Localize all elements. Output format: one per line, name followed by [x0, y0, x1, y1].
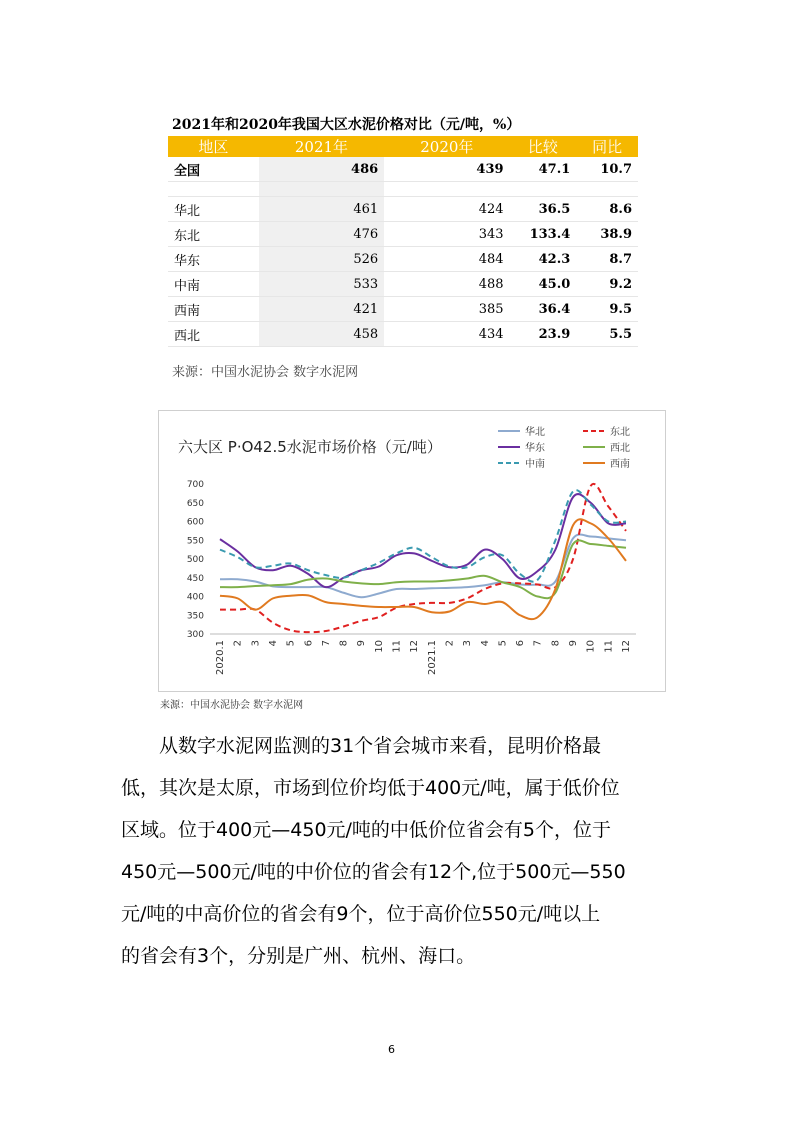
header-yoy: 同比 — [576, 136, 638, 157]
x-tick-label: 2021.1 — [426, 640, 438, 675]
cell-yoy: 8.7 — [576, 247, 638, 272]
x-tick-label: 5 — [285, 640, 297, 647]
cell-2020: 343 — [384, 222, 509, 247]
header-region: 地区 — [168, 136, 259, 157]
chart-title: 六大区 P·O42.5水泥市场价格（元/吨） — [178, 438, 442, 456]
series-line-华东 — [220, 494, 626, 587]
x-tick-label: 3 — [462, 640, 474, 647]
paragraph-line: 低，其次是太原，市场到位价均低于400元/吨，属于低价位 — [121, 777, 620, 799]
table-row — [168, 272, 638, 297]
cell-diff: 133.4 — [510, 222, 577, 247]
table-row — [168, 197, 638, 222]
table-title: 2021年和2020年我国大区水泥价格对比（元/吨，%） — [172, 117, 521, 133]
paragraph-line: 从数字水泥网监测的31个省会城市来看，昆明价格最 — [159, 735, 602, 757]
x-tick-label: 10 — [585, 640, 597, 653]
y-tick-label: 700 — [186, 480, 204, 490]
y-tick-label: 650 — [186, 498, 204, 509]
cell-2021: 461 — [259, 197, 384, 222]
cell-region: 华东 — [168, 247, 259, 272]
y-tick-label: 500 — [186, 555, 204, 565]
cell-yoy: 8.6 — [576, 197, 638, 222]
x-tick-label: 2 — [444, 640, 456, 647]
x-tick-label: 10 — [373, 640, 385, 653]
cell-region: 全国 — [168, 157, 259, 182]
x-tick-label: 4 — [479, 640, 491, 647]
table-spacer-row — [168, 182, 638, 197]
legend-label: 西南 — [610, 459, 630, 470]
y-tick-label: 350 — [186, 611, 204, 622]
cell-2021: 476 — [259, 222, 384, 247]
y-tick-label: 450 — [186, 573, 204, 584]
chart-source: 来源：中国水泥协会 数字水泥网 — [160, 700, 304, 711]
x-tick-label: 6 — [303, 640, 315, 647]
cell-2020: 484 — [384, 247, 509, 272]
cell-region: 东北 — [168, 222, 259, 247]
cell-yoy: 9.5 — [576, 297, 638, 322]
y-tick-label: 600 — [186, 517, 204, 528]
table-row — [168, 322, 638, 347]
cell-2021: 486 — [259, 157, 384, 182]
header-2021: 2021年 — [259, 136, 384, 157]
table-header-row — [168, 136, 638, 157]
header-diff: 比较 — [510, 136, 577, 157]
legend-label: 西北 — [610, 443, 630, 454]
y-tick-label: 550 — [186, 536, 204, 547]
paragraph-line: 的省会有3个，分别是广州、杭州、海口。 — [121, 945, 476, 967]
x-tick-label: 6 — [515, 640, 527, 647]
x-tick-label: 7 — [532, 640, 544, 647]
cell-2020: 439 — [384, 157, 509, 182]
cell-region: 西北 — [168, 322, 259, 347]
cell-region: 中南 — [168, 272, 259, 297]
x-tick-label: 2 — [232, 640, 244, 647]
page-number: 6 — [388, 1043, 395, 1056]
table-row — [168, 297, 638, 322]
x-tick-label: 7 — [320, 640, 332, 647]
table-source: 来源：中国水泥协会 数字水泥网 — [172, 365, 359, 380]
price-line-chart — [158, 410, 666, 692]
table-row-national — [168, 157, 638, 182]
cell-yoy: 38.9 — [576, 222, 638, 247]
cell-region: 西南 — [168, 297, 259, 322]
x-tick-label: 8 — [338, 640, 350, 647]
x-tick-label: 12 — [621, 640, 632, 653]
legend-label: 中南 — [525, 459, 545, 470]
cell-yoy: 10.7 — [576, 157, 638, 182]
x-tick-label: 9 — [356, 640, 368, 647]
paragraph-line: 区域。位于400元—450元/吨的中低价位省会有5个，位于 — [121, 819, 612, 841]
cell-2020: 434 — [384, 322, 509, 347]
y-tick-label: 300 — [186, 630, 204, 640]
cell-2021: 421 — [259, 297, 384, 322]
table-row — [168, 222, 638, 247]
table-row — [168, 247, 638, 272]
cell-diff: 42.3 — [510, 247, 577, 272]
legend-label: 华北 — [525, 427, 545, 438]
price-comparison-table — [168, 136, 638, 347]
paragraph-line: 450元—500元/吨的中价位的省会有12个,位于500元—550 — [121, 861, 626, 883]
cell-diff: 36.4 — [510, 297, 577, 322]
x-tick-label: 9 — [568, 640, 580, 647]
legend-label: 华东 — [525, 443, 545, 454]
x-tick-label: 8 — [550, 640, 562, 647]
cell-diff: 45.0 — [510, 272, 577, 297]
header-2020: 2020年 — [384, 136, 509, 157]
paragraph-line: 元/吨的中高价位的省会有9个，位于高价位550元/吨以上 — [121, 903, 601, 925]
cell-2021: 526 — [259, 247, 384, 272]
body-paragraph — [121, 725, 681, 977]
x-tick-label: 5 — [497, 640, 509, 647]
x-tick-label: 2020.1 — [215, 640, 226, 675]
cell-diff: 47.1 — [510, 157, 577, 182]
cell-2020: 385 — [384, 297, 509, 322]
x-tick-label: 3 — [250, 640, 262, 647]
y-tick-label: 400 — [186, 592, 204, 603]
x-tick-label: 11 — [603, 640, 615, 653]
legend-label: 东北 — [610, 427, 630, 438]
cell-diff: 23.9 — [510, 322, 577, 347]
cell-diff: 36.5 — [510, 197, 577, 222]
cell-yoy: 9.2 — [576, 272, 638, 297]
cell-2021: 458 — [259, 322, 384, 347]
cell-yoy: 5.5 — [576, 322, 638, 347]
cell-2021: 533 — [259, 272, 384, 297]
x-tick-label: 4 — [267, 640, 279, 647]
x-tick-label: 11 — [391, 640, 403, 653]
cell-2020: 424 — [384, 197, 509, 222]
cell-2020: 488 — [384, 272, 509, 297]
x-tick-label: 12 — [409, 640, 421, 653]
cell-region: 华北 — [168, 197, 259, 222]
